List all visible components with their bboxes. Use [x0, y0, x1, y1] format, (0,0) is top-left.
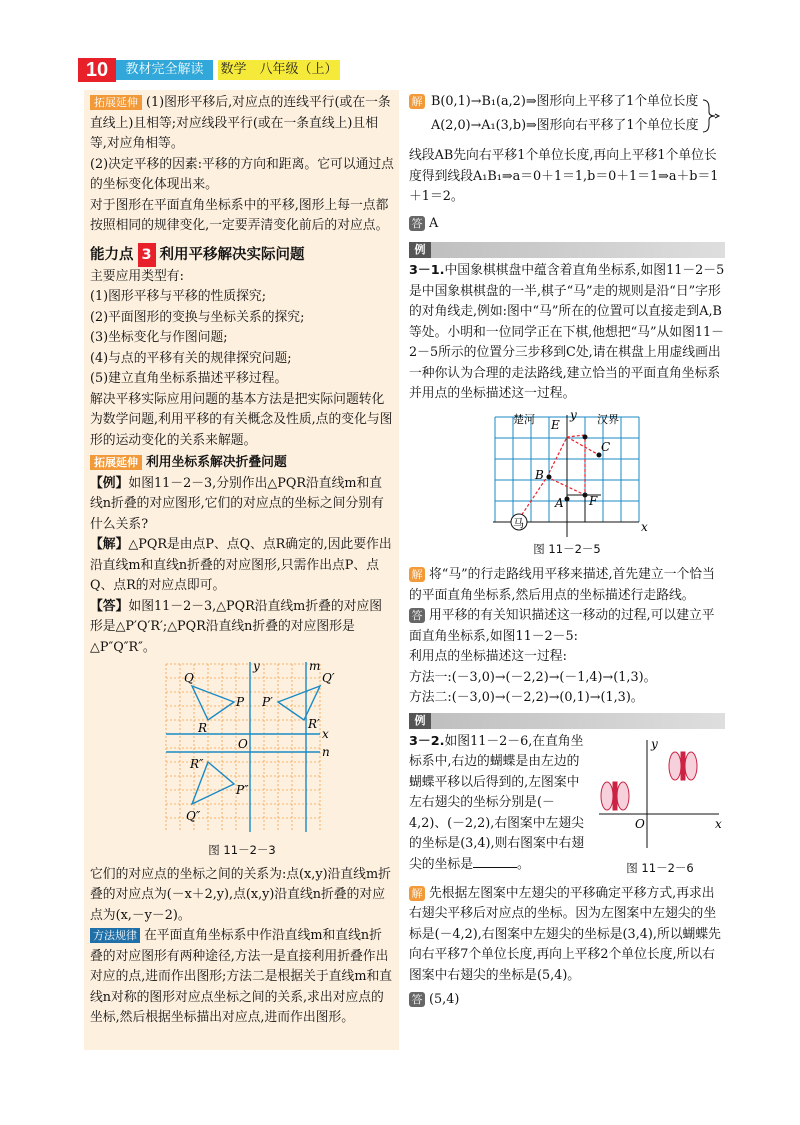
solution-badge: 解	[409, 94, 425, 109]
solution-line-2: A(2,0)→A₁(3,b)⇒图形向右平移了1个单位长度	[431, 118, 699, 133]
label-P-prime: P′	[262, 695, 273, 709]
label-hanjie: 汉界	[597, 412, 619, 426]
example-3-1: 3－1.中国象棋棋盘中蕴含着直角坐标系,如图11－2－5是中国象棋棋盘的一半,棋子“马”走的规则是沿“日”字形的对角线走,例如:图中“马”所在的位置可以直接走到A,B等处。小明和一位同学正在下棋,他想把“马”从如图11－2－5所示的位置分三步移到C处,请在棋盘上用虚线画出一种你认为合理的走法路线,建立恰当的平面直角坐标系并用点的坐标描述这一过程。	[409, 263, 725, 401]
answer-3-1-method-1: 方法一:(－3,0)→(－2,2)→(－1,4)→(1,3)。	[409, 669, 657, 685]
label-R-prime: R′	[308, 717, 320, 731]
label-y-axis: y	[570, 408, 577, 422]
label-R: R	[198, 721, 208, 735]
figure-11-2-6	[595, 736, 725, 856]
example-3-2-block	[409, 732, 725, 884]
method-paragraph: 解决平移实际应用问题的基本方法是把实际问题转化为数学问题,利用平移的有关概念及性质,点的变化与图形的运动变化的关系来解题。	[90, 391, 393, 448]
extension-tag: 拓展延伸	[90, 95, 142, 110]
label-R-double: R″	[190, 757, 204, 771]
label-Q-double: Q″	[186, 809, 201, 823]
butterfly-left	[601, 782, 629, 810]
label-origin: O	[238, 737, 248, 751]
figure-11-2-5	[409, 409, 725, 539]
figure-11-2-5-caption: 图 11－2－5	[533, 541, 601, 556]
example-solution: 【解】△PQR是由点P、点Q、点R确定的,因此要作出沿直线m和直线n折叠的对应图形,只需作出点P、点Q、点R的对应点即可。	[90, 537, 392, 593]
extension-2-heading: 拓展延伸 利用坐标系解决折叠问题	[90, 453, 394, 474]
answer-badge: 答	[409, 216, 425, 231]
example-3-2: 3－2.如图11－2－6,在直角坐标系中,右边的蝴蝶是由左边的蝴蝶平移以后得到的,左图案中左右翅尖的坐标分别是(－4,2)、(－2,2),右图案中左翅尖的坐标是(3,4),则右图案中右翅尖的坐标是 。	[409, 733, 585, 872]
extension-para-3: 对于图形在平面直角坐标系中的平移,图形上每一点都按照相同的规律变化,一定要弄清变化前后的对应点。	[90, 197, 389, 233]
label-E: E	[551, 417, 560, 432]
type-item: (4)与点的平移有关的规律探究问题;	[90, 350, 292, 366]
label-x-axis: x	[641, 519, 648, 534]
butterfly-right	[669, 752, 697, 780]
brace-arrow	[701, 98, 721, 134]
solution-paragraph: 线段AB先向右平移1个单位长度,再向上平移1个单位长度得到线段A₁B₁⇒a＝0＋1＝1,b＝0＋1＝1⇒a＋b＝1＋1＝2。	[409, 148, 719, 204]
label-Q: Q	[184, 671, 194, 685]
figure-11-2-3	[90, 660, 395, 840]
answer-3-2: 答 (5,4)	[409, 990, 725, 1011]
method-rule: 方法规律 在平面直角坐标系中作沿直线m和直线n折叠的对应图形有两种途径,方法一是直接利用折叠作出对应的点,进而作出图形;方法二是根据关于直线m和直线n对称的图形对应点坐标之间的关系,求出对应点的坐标,然后根据坐标描出对应点,进而作出图形。	[90, 928, 393, 1025]
figure-11-2-6-caption: 图 11－2－6	[626, 860, 694, 875]
extension-para-1: 拓展延伸 (1)图形平移后,对应点的连线平行(或在一条直线上)且相等;对应线段平行(或在一条直线上)且相等,对应角相等。	[90, 95, 391, 151]
answer-3-1: 答 用平移的有关知识描述这一移动的过程,可以建立平面直角坐标系,如图11－2－5:	[409, 608, 715, 644]
label-horse: 马	[513, 516, 524, 530]
figure-11-2-3-caption: 图 11－2－3	[208, 843, 276, 857]
example-answer: 【答】如图11－2－3,△PQR沿直线m折叠的对应图形是△P′Q′R′;△PQR沿直线n折叠的对应图形是△P″Q″R″。	[90, 598, 383, 655]
answer-3-1-method-2: 方法二:(－3,0)→(－2,2)→(0,1)→(1,3)。	[409, 690, 644, 705]
label-y-axis: y	[253, 660, 260, 673]
label-B: B	[535, 467, 544, 482]
answer-3-1-intro: 利用点的坐标描述这一过程:	[409, 649, 567, 664]
example-question: 【例】如图11－2－3,分别作出△PQR沿直线m和直线n折叠的对应图形,它们的对应点的坐标之间分别有什么关系?	[90, 475, 384, 532]
label-x-axis: x	[322, 727, 329, 741]
answer-line: 答 A	[409, 214, 725, 235]
types-intro: 主要应用类型有:	[90, 268, 184, 284]
type-item: (3)坐标变化与作图问题;	[90, 330, 228, 345]
example-bar: 例	[409, 242, 725, 258]
example-bar: 例	[409, 713, 725, 729]
type-item: (2)平面图形的变换与坐标关系的探究;	[90, 309, 305, 325]
extension-para-2: (2)决定平移的因素:平移的方向和距离。它可以通过点的坐标变化体现出来。	[90, 156, 394, 192]
label-x-axis: x	[715, 816, 722, 831]
label-A: A	[555, 495, 564, 510]
label-y-axis: y	[651, 736, 658, 751]
label-C: C	[601, 439, 611, 454]
label-line-n: n	[322, 745, 330, 759]
type-item: (5)建立直角坐标系描述平移过程。	[90, 371, 288, 386]
section-heading: 能力点 3 利用平移解决实际问题	[90, 243, 394, 267]
label-Q-prime: Q′	[322, 671, 335, 685]
label-P: P	[236, 695, 245, 709]
label-chuhe: 楚河	[513, 412, 535, 426]
method-rule-tag: 方法规律	[90, 928, 140, 943]
solution-3-2: 解 先根据左图案中左翅尖的平移确定平移方式,再求出右翅尖平移后对应点的坐标。因为左图案中左翅尖的坐标是(－4,2),右图案中左翅尖的坐标是(3,4),所以蝴蝶先向右平移7个单位长度,再向上平移2个单位长度,所以右图案中右翅尖的坐标是(5,4)。	[409, 885, 721, 983]
relation-text: 它们的对应点的坐标之间的关系为:点(x,y)沿直线m折叠的对应点为(－x＋2,y),点(x,y)沿直线n折叠的对应点为(x,－y－2)。	[90, 866, 391, 923]
page-number: 10	[78, 58, 116, 82]
label-P-double: P″	[236, 783, 249, 797]
answer-blank	[473, 855, 517, 868]
type-item: (1)图形平移与平移的性质探究;	[90, 289, 267, 304]
prev-solution-block	[409, 92, 725, 138]
label-F: F	[589, 493, 598, 508]
solution-line-1: B(0,1)→B₁(a,2)⇒图形向上平移了1个单位长度	[431, 94, 699, 109]
label-line-m: m	[309, 660, 321, 673]
right-column	[409, 92, 725, 1011]
solution-3-1: 解 将“马”的行走路线用平移来描述,首先建立一个恰当的平面直角坐标系,然后用点的坐标描述行走路线。	[409, 567, 715, 603]
label-origin: O	[635, 816, 645, 831]
left-column	[84, 90, 399, 1050]
subject-grade: 数学 八年级（上）	[218, 60, 340, 80]
book-title: 教材完全解读	[116, 60, 213, 80]
